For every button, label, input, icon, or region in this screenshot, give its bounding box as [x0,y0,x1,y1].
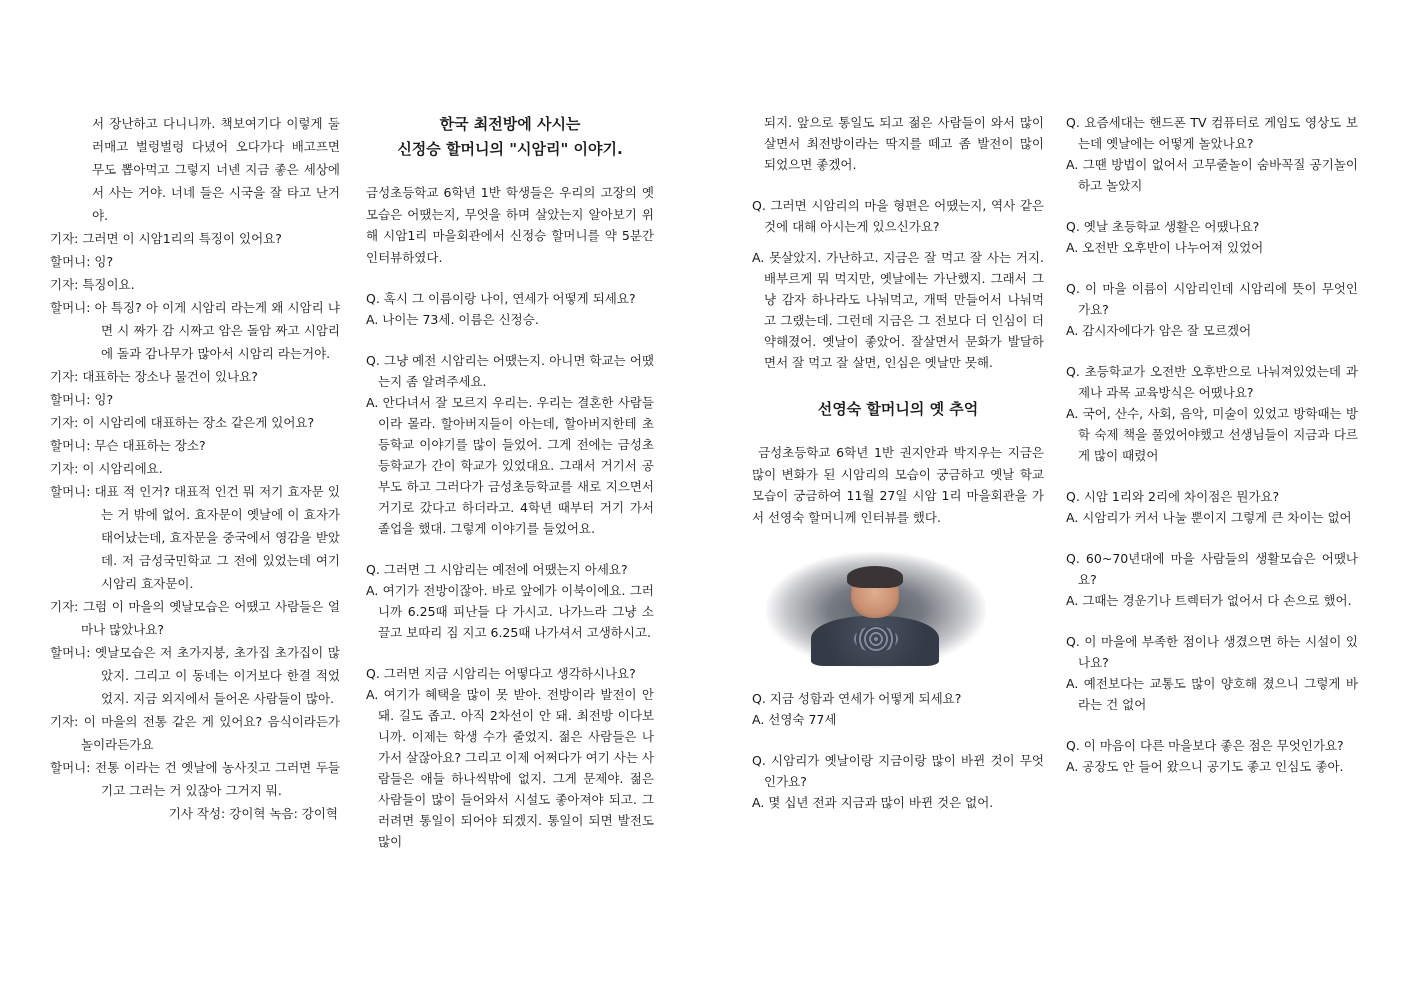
question: Q. 60~70년대에 마을 사람들의 생활모습은 어땠나요? [1066,551,1358,587]
answer: A. 감시자에다가 암은 잘 모르겠어 [1066,323,1252,338]
interview-line: 할머니: 잉? [50,254,114,269]
question: Q. 그러면 그 시암리는 예전에 어땠는지 아세요? [366,562,628,577]
interview-line: 기자: 대표하는 장소나 물건이 있나요? [50,369,258,384]
article-title-line2: 신정승 할머니의 "시암리" 이야기. [397,140,623,158]
answer: A. 시암리가 커서 나눌 뿐이지 그렇게 큰 차이는 없어 [1066,510,1352,525]
interview-line: 할머니: 잉? [50,392,114,407]
interview-line: 기자: 그럼 이 마을의 옛날모습은 어땠고 사람들은 얼마나 많았나요? [50,599,340,637]
interview-line: 기자: 이 시암리에 대표하는 장소 같은게 있어요? [50,415,315,430]
interview-line: 할머니: 무슨 대표하는 장소? [50,438,206,453]
answer: A. 그땐 방법이 없어서 고무줄놀이 숨바꼭질 공기놀이하고 놀았지 [1066,157,1358,193]
answer: A. 그때는 경운기나 트렉터가 없어서 다 손으로 했어. [1066,593,1352,608]
column-3 [752,112,1044,813]
interview-line: 기자: 이 시암리에요. [50,461,163,476]
interview-line: 할머니: 아 특징? 아 이게 시암리 라는게 왜 시암리 냐면 시 짜가 감 시짜고 암은 돌암 짜고 시암리에 돌과 감나무가 많아서 시암리 라는거야. [50,300,340,361]
interview-line: 할머니: 전통 이라는 건 옛날에 농사짓고 그러면 두들기고 그러는 거 있잖아 그거지 뭐. [50,760,340,798]
question: Q. 그냥 예전 시암리는 어땠는지. 아니면 학교는 어땠는지 좀 알려주세요. [366,353,654,389]
question: Q. 이 마음이 다른 마을보다 좋은 점은 무엇인가요? [1066,738,1344,753]
question: Q. 이 마을 이름이 시암리인데 시암리에 뜻이 무엇인가요? [1066,281,1358,317]
interviewee-photo [766,552,986,668]
answer: A. 오전반 오후반이 나누어져 있었어 [1066,240,1264,255]
question: Q. 요즘세대는 핸드폰 TV 컴퓨터로 게임도 영상도 보는데 옛날에는 어떻게 놀았나요? [1066,115,1358,151]
answer: A. 국어, 산수, 사회, 음악, 미술이 있었고 방학때는 방학 숙제 책을 풀었어야했고 선생님들이 지금과 다르게 많이 때렸어 [1066,406,1358,463]
interview-line: 기자: 특징이요. [50,277,135,292]
answer: A. 안다녀서 잘 모르지 우리는. 우리는 결혼한 사람들이라 몰라. 할아버지들이 아는데, 할아버지한테 초등학교 이야기를 많이 들었어. 그게 전에는 금성초등학교가 간이 학교가 있었대요. 그래서 거기서 공부도 하고 그러다가 금성초등학교를 새로 지으면서 거기로 갔다고 하더라고. 4학년 때부터 거기 가서 졸업을 했대. 그렇게 이야기를 들었어요. [366,395,654,536]
answer: A. 나이는 73세. 이름은 신정승. [366,312,539,327]
article-credit: 기사 작성: 강이혁 녹음: 강이혁 [168,806,338,821]
column-2 [366,112,654,852]
question: Q. 시암 1리와 2리에 차이점은 뭔가요? [1066,489,1280,504]
question: Q. 옛날 초등학교 생활은 어땠나요? [1066,219,1260,234]
question: Q. 이 마을에 부족한 점이나 생겼으면 하는 시설이 있나요? [1066,634,1358,670]
article-intro: 금성초등학교 6학년 1반 권지안과 박지우는 지금은 많이 변화가 된 시암리의 모습이 궁금하고 옛날 학교 모습이 궁금하여 11월 27일 시암 1리 마을회관을 가서 선영숙 할머니께 인터뷰를 했다. [752,445,1044,525]
answer: A. 예전보다는 교통도 많이 양호해 졌으니 그렇게 바라는 건 없어 [1066,676,1358,712]
answer: A. 여기가 혜택을 많이 못 받아. 전방이라 발전이 안 돼. 길도 좁고. 아직 2차선이 안 돼. 최전방 이다보니까. 이제는 학생 수가 줄었지. 젊은 사람들은 나가서 살잖아요? 그리고 이제 어쩌다가 여기 사는 사람들은 애들 하나씩밖에 없지. 그게 문제야. 젊은 사람들이 많이 들어와서 시설도 좋아져야 되고. 그러려면 통일이 되어야 되겠지. 통일이 되면 발전도 많이 [366,687,654,849]
question: Q. 그러면 지금 시암리는 어떻다고 생각하시나요? [366,666,636,681]
interview-line: 할머니: 대표 적 인거? 대표적 인건 뭐 저기 효자문 있는 거 밖에 없어. 효자문이 옛날에 이 효자가 태어났는데, 효자문을 중국에서 영감을 받았데. 저 금성국민학교 그 전에 있었는데 여기 시암리 효자문이. [50,484,340,591]
question: Q. 시암리가 옛날이랑 지금이랑 많이 바뀐 것이 무엇인가요? [752,753,1044,789]
question: Q. 초등학교가 오전반 오후반으로 나눠져있었는데 과제나 과목 교육방식은 어땠나요? [1066,364,1358,400]
column-1 [50,112,340,825]
answer: A. 선영숙 77세 [752,712,837,727]
article-title-line1: 한국 최전방에 사시는 [439,115,581,133]
interview-line: 기자: 이 마을의 전통 같은 게 있어요? 음식이라든가 놀이라든가요 [50,714,340,752]
answer: A. 못살았지. 가난하고. 지금은 잘 먹고 잘 사는 거지. 배부르게 뭐 먹지만, 옛날에는 가난했지. 그래서 그냥 감자 하나라도 나눠먹고, 개떡 만들어서 나눠먹고 그랬는데. 그런데 지금은 그 전보다 더 인심이 더 약해졌어. 옛날이 좋았어. 잘살면서 문화가 발달하면서 잘 먹고 잘 살면, 인심은 옛날만 못해. [752,250,1044,370]
interview-line: 할머니: 옛날모습은 저 초가지붕, 초가집 초가집이 많았지. 그리고 이 동네는 이거보다 한결 적었었지. 지금 외지에서 들어온 사람들이 많아. [50,645,340,706]
answer: A. 여기가 전방이잖아. 바로 앞에가 이북이에요. 그러니까 6.25때 피난들 다 가시고. 나가느라 그냥 소 끌고 보따리 짐 지고 6.25때 나가셔서 고생하시고. [366,583,654,640]
article-intro: 금성초등학교 6학년 1반 학생들은 우리의 고장의 옛 모습은 어땠는지, 무엇을 하며 살았는지 알아보기 위해 시암1리 마을회관에서 신정승 할머니를 약 5분간 인터뷰하였다. [366,185,654,265]
interview-line: 서 장난하고 다니니까. 책보여기다 이렇게 둘러매고 벌렁벌렁 다녔어 오다가다 배고프면 무도 뽑아먹고 그렇지 너넨 지금 좋은 세상에서 사는 거야. 너네 들은 시국을 잘 타고 난거야. [92,116,340,223]
answer: A. 몇 십년 전과 지금과 많이 바뀐 것은 없어. [752,795,994,810]
interview-line: 기자: 그러면 이 시암1리의 특징이 있어요? [50,231,282,246]
question: Q. 그러면 시암리의 마을 형편은 어땠는지, 역사 같은 것에 대해 아시는게 있으신가요? [752,198,1044,234]
article-title: 선영숙 할머니의 옛 추억 [817,400,979,418]
question: Q. 혹시 그 이름이랑 나이, 연세가 어떻게 되세요? [366,291,636,306]
column-4 [1066,112,1358,777]
question: Q. 지금 성함과 연세가 어떻게 되세요? [752,691,962,706]
answer-continued: 되지. 앞으로 통일도 되고 젊은 사람들이 와서 많이 살면서 최전방이라는 딱지를 떼고 좀 발전이 많이 되었으면 좋겠어. [764,115,1044,172]
answer: A. 공장도 안 들어 왔으니 공기도 좋고 인심도 좋아. [1066,759,1344,774]
